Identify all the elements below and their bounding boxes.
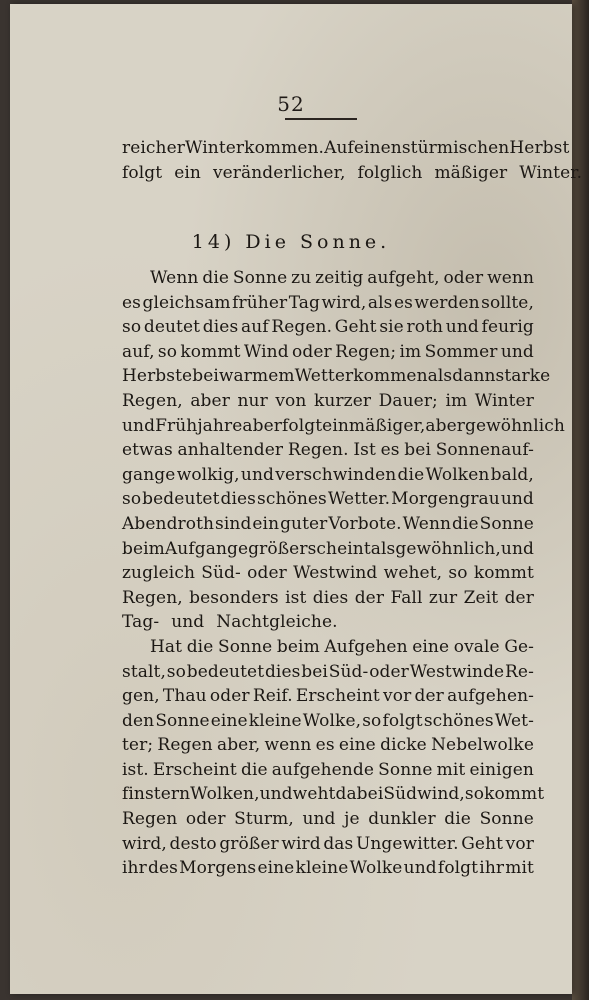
- book-page: [10, 4, 583, 994]
- text-line: ter; Regen aber, wenn es eine dicke Nebelwolke: [122, 735, 534, 756]
- text-line: Herbste bei warmem Wetter kommen alsdann starke: [122, 366, 551, 387]
- text-line: Regen, aber nur von kurzer Dauer; im Winter: [122, 390, 534, 411]
- page-number: 52: [277, 92, 305, 116]
- text-line: so deutet dies auf Regen. Geht sie roth und feurig: [122, 317, 534, 338]
- book-edge: [572, 0, 589, 1000]
- text-line: Hat die Sonne beim Aufgehen eine ovale Ge-: [150, 636, 534, 657]
- section-body: [122, 266, 565, 881]
- text-line: wird, desto größer wird das Ungewitter. Geht vor: [122, 833, 534, 854]
- text-line: so bedeutet dies schönes Wetter. Morgengrau und: [122, 489, 534, 510]
- text-line: Wenn die Sonne zu zeitig aufgeht, oder wenn: [150, 268, 534, 288]
- text-line: folgt ein veränderlicher, folglich mäßiger Winter.: [122, 162, 583, 183]
- text-line: gen, Thau oder Reif. Erscheint vor der aufgehen-: [122, 686, 534, 707]
- text-line: den Sonne eine kleine Wolke, so folgt schönes Wet-: [122, 710, 534, 731]
- header-rule: [285, 118, 357, 120]
- continuation-paragraph: [122, 136, 583, 185]
- text-line: finstern Wolken, und weht dabei Südwind, so kommt: [122, 784, 545, 805]
- text-line: Regen, besonders ist dies der Fall zur Zeit der: [122, 587, 534, 608]
- text-line: ihr des Morgens eine kleine Wolke und folgt ihr mit: [122, 858, 534, 879]
- text-line: etwas anhaltender Regen. Ist es bei Sonnenauf-: [122, 440, 534, 461]
- text-line: Abendroth sind ein guter Vorbote. Wenn die Sonne: [122, 513, 534, 534]
- text-line: auf, so kommt Wind oder Regen; im Sommer und: [122, 341, 534, 362]
- text-line: beim Aufgange größer scheint als gewöhnlich, und: [122, 538, 534, 559]
- text-line: reicher Winter kommen. Auf einen stürmischen Herbst: [122, 138, 570, 158]
- text-line: und Frühjahre aber folgt ein mäßiger, aber gewöhnlich: [122, 415, 565, 436]
- text-line: stalt, so bedeutet dies bei Süd- oder Westwinde Re-: [122, 661, 534, 682]
- text-line: ist. Erscheint die aufgehende Sonne mit einigen: [122, 759, 534, 780]
- text-line: es gleichsam früher Tag wird, als es werden sollte,: [122, 292, 534, 313]
- text-line: Tag- und Nachtgleiche.: [122, 612, 338, 633]
- section-heading: 14) Die Sonne.: [191, 231, 391, 253]
- text-line: zugleich Süd- oder Westwind wehet, so kommt: [122, 563, 534, 584]
- text-line: Regen oder Sturm, und je dunkler die Sonne: [122, 809, 534, 830]
- text-line: gange wolkig, und verschwinden die Wolken bald,: [122, 464, 534, 485]
